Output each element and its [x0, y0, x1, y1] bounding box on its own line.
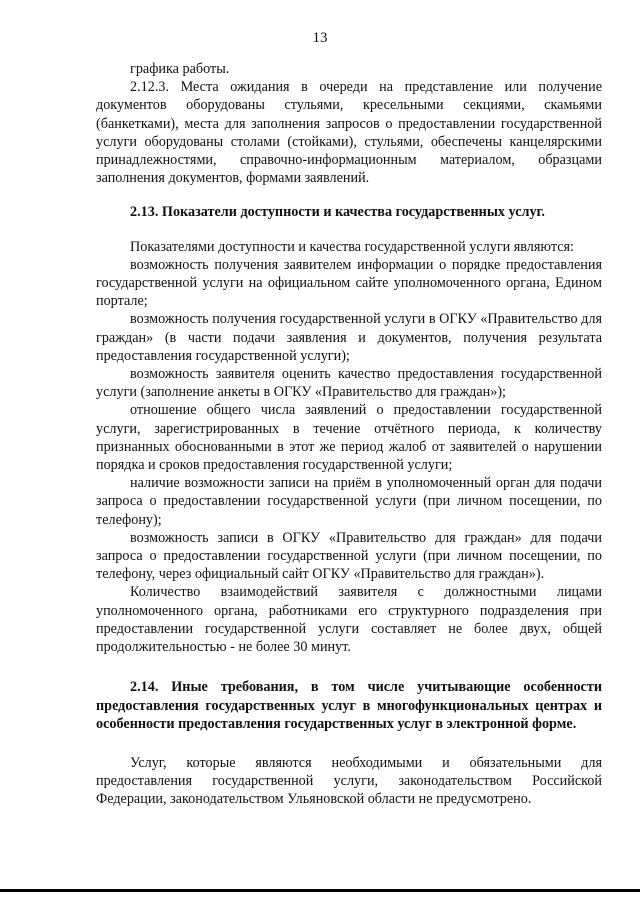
section-heading-2-13: 2.13. Показатели доступности и качества государственных услуг.	[130, 204, 545, 221]
indicator-item: возможность получения заявителем информации о порядке предоставления государственной услуги на официальном сайте уполномоченного органа, Едином портале;	[96, 256, 602, 310]
indicator-item: возможность записи в ОГКУ «Правительство для граждан» для подачи запроса о предоставлении государственной услуги (при личном посещении, по телефону, через официальный сайт ОГКУ «Правительство для граждан»).	[96, 529, 602, 583]
indicator-item: возможность получения государственной услуги в ОГКУ «Правительство для граждан» (в части подачи заявления и документов, получения результата предоставления государственной услуги);	[96, 311, 602, 364]
bottom-border-line	[0, 889, 640, 892]
paragraph-continued: графика работы.	[130, 61, 230, 77]
paragraph-2-12-3: 2.12.3. Места ожидания в очереди на представление или получение документов оборудованы стульями, кресельными секциями, скамьями (банкетками), места для заполнения запросов о предоставлении государственной услуги оборудованы столами (стойками), стульями, обеспечены канцелярскими принадлежностями, справочно-информационным материалом, образцами заполнения документов, формами заявлений.	[96, 79, 602, 187]
indicator-item: наличие возможности записи на приём в уполномоченный орган для подачи запроса о предоставлении государственной услуги (при личном посещении, по телефону);	[96, 475, 602, 528]
section-heading-2-14: 2.14. Иные требования, в том числе учитывающие особенности предоставления государственных услуг в многофункциональных центрах и особенности предоставления государственных услуг в электронной форме.	[96, 679, 602, 733]
indicator-item: возможность заявителя оценить качество предоставления государственной услуги (заполнение анкеты в ОГКУ «Правительство для граждан»);	[96, 366, 602, 401]
page-number: 13	[312, 30, 328, 46]
document-body	[96, 60, 602, 808]
indicator-item: отношение общего числа заявлений о предоставлении государственной услуги, зарегистрированных в течение отчётного периода, к количеству признанных обоснованными в этот же период жалоб от заявителей о нарушении порядка и сроков предоставления государственной услуги;	[96, 402, 602, 474]
paragraph-services: Услуг, которые являются необходимыми и обязательными для предоставления государственной услуги, законодательством Российской Федерации, законодательством Ульяновской области не предусмотрено.	[96, 754, 602, 808]
indicators-intro: Показателями доступности и качества государственной услуги являются:	[130, 238, 574, 255]
interaction-count-paragraph: Количество взаимодействий заявителя с должностными лицами уполномоченного органа, работниками его структурного подразделения при предоставлении государственной услуги составляет не более двух, общей продолжительностью - не более 30 минут.	[96, 584, 602, 656]
